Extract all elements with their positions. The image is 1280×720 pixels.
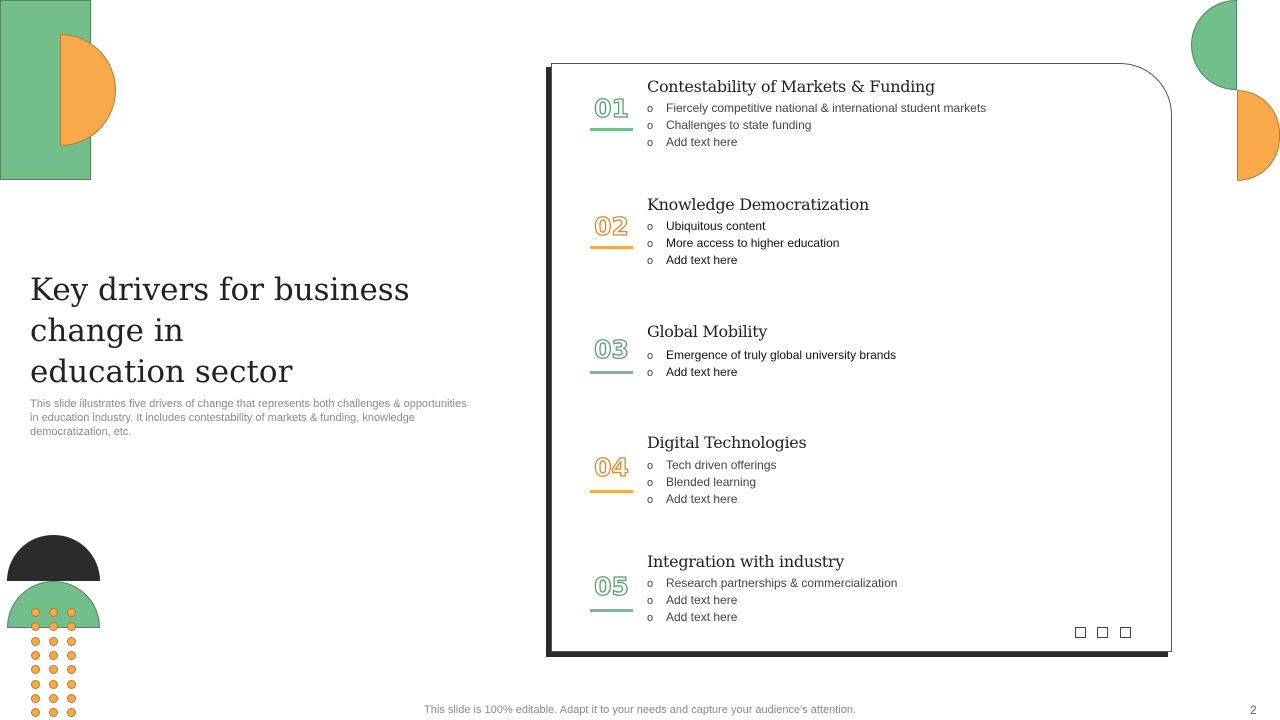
decor-orange-half-circle-top-right (1237, 90, 1280, 181)
title-line-2: change in (30, 313, 184, 349)
nav-square-2 (1097, 627, 1108, 638)
decor-dot (49, 608, 58, 617)
decor-dot (67, 651, 76, 660)
decor-dot (31, 665, 40, 674)
driver-title-3: Global Mobility (647, 322, 768, 341)
decor-dot (49, 694, 58, 703)
decor-dot (49, 651, 58, 660)
nav-square-3 (1120, 627, 1131, 638)
driver-bullets-3 (647, 347, 896, 381)
bullet-item: o Add text here (647, 253, 738, 267)
driver-title-5: Integration with industry (647, 552, 844, 571)
driver-number-4: 04 (594, 453, 629, 482)
bullet-item: o Fiercely competitive national & international student markets (647, 101, 987, 115)
decor-dot (31, 637, 40, 646)
decor-dot (67, 608, 76, 617)
bullet-item: o Research partnerships & commercialization (647, 576, 898, 590)
nav-square-1 (1075, 627, 1086, 638)
driver-title-2: Knowledge Democratization (647, 195, 869, 214)
driver-underline-5 (590, 609, 633, 612)
decor-black-semicircle (7, 535, 100, 581)
decor-dot (67, 622, 76, 631)
driver-bullets-1 (647, 100, 986, 151)
driver-number-2: 02 (594, 212, 629, 241)
driver-title-4: Digital Technologies (647, 433, 807, 452)
driver-number-1: 01 (594, 94, 629, 123)
page-number: 2 (1250, 703, 1257, 717)
bullet-item: o Add text here (647, 593, 738, 607)
bullet-item: o More access to higher education (647, 236, 840, 250)
driver-underline-1 (590, 128, 633, 131)
driver-number-3: 03 (594, 335, 629, 364)
decor-dot (67, 637, 76, 646)
title-line-1: Key drivers for business (30, 272, 410, 308)
decor-dot (67, 680, 76, 689)
bullet-item: o Add text here (647, 365, 738, 379)
slide-description: This slide illustrates five drivers of change that represents both challenges & opportunities in education industry. It includes contestability of markets & funding, knowledge democratization, etc. (30, 398, 467, 438)
bullet-item: o Challenges to state funding (647, 118, 812, 132)
decor-dot (31, 608, 40, 617)
bullet-item: o Add text here (647, 135, 738, 149)
decor-dot (49, 622, 58, 631)
driver-title-1: Contestability of Markets & Funding (647, 77, 935, 96)
decor-dot (49, 637, 58, 646)
slide-title (30, 270, 470, 393)
decor-dot (31, 694, 40, 703)
decor-dot (31, 651, 40, 660)
decor-dot (67, 694, 76, 703)
driver-underline-4 (590, 490, 633, 493)
bullet-item: o Add text here (647, 492, 738, 506)
footer-note: This slide is 100% editable. Adapt it to your needs and capture your audience's attention. (424, 704, 856, 716)
bullet-item: o Ubiquitous content (647, 219, 766, 233)
bullet-item: o Blended learning (647, 475, 757, 489)
bullet-item: o Add text here (647, 610, 738, 624)
driver-bullets-2 (647, 218, 839, 269)
decor-orange-half-circle (60, 34, 116, 146)
bullet-item: o Tech driven offerings (647, 458, 777, 472)
driver-bullets-4 (647, 457, 777, 508)
decor-dot (31, 622, 40, 631)
decor-dot (31, 680, 40, 689)
driver-number-5: 05 (594, 572, 629, 601)
decor-green-half-circle-top-right (1191, 0, 1237, 90)
driver-underline-2 (590, 246, 633, 249)
decor-dot (49, 665, 58, 674)
decor-dot (49, 680, 58, 689)
driver-bullets-5 (647, 575, 897, 626)
title-line-3: education sector (30, 354, 293, 390)
decor-dot (67, 665, 76, 674)
bullet-item: o Emergence of truly global university brands (647, 348, 897, 362)
driver-underline-3 (590, 371, 633, 374)
